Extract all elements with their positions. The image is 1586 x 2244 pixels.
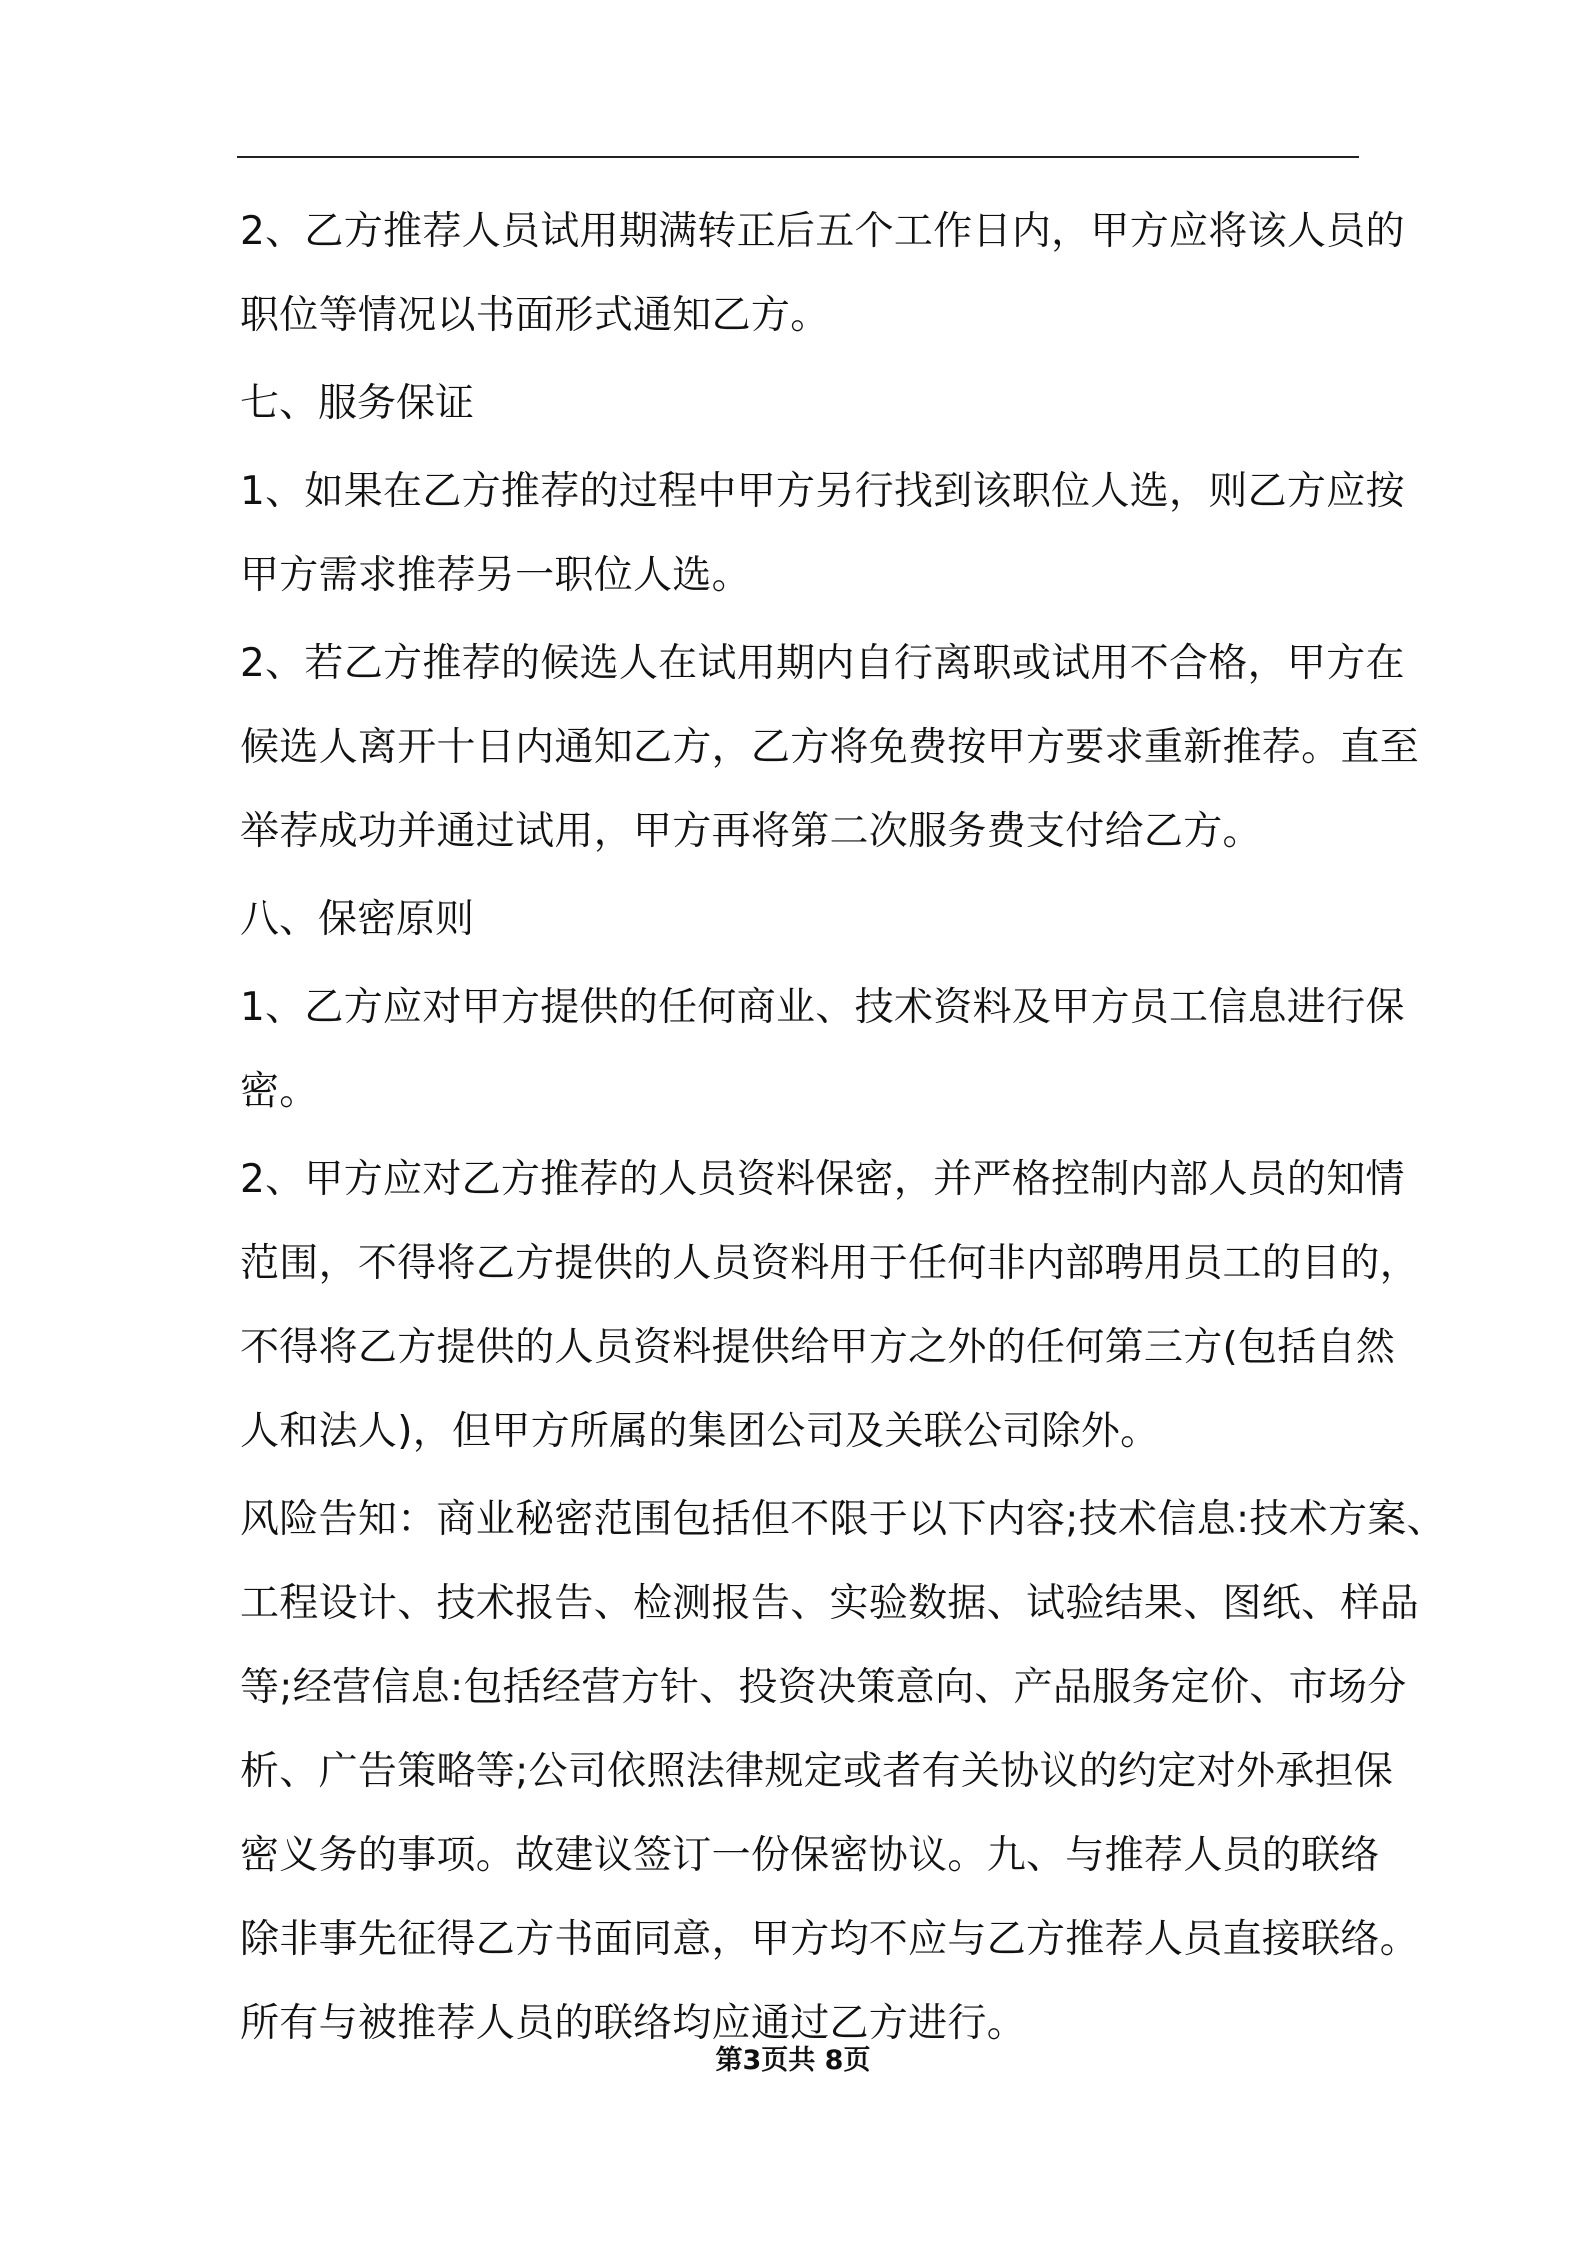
section-heading: 八、保密原则 (240, 897, 475, 942)
page-number: 第3页共 8页 (715, 2045, 871, 2076)
text-line: 工程设计、技术报告、检测报告、实验数据、试验结果、图纸、样品 (240, 1581, 1420, 1626)
text-line: 候选人离开十日内通知乙方，乙方将免费按甲方要求重新推荐。直至 (240, 725, 1420, 770)
text-line: 1、乙方应对甲方提供的任何商业、技术资料及甲方员工信息进行保 (240, 985, 1405, 1030)
text-line: 除非事先征得乙方书面同意，甲方均不应与乙方推荐人员直接联络。 (240, 1917, 1420, 1962)
paragraph (240, 450, 1405, 618)
text-line: 所有与被推荐人员的联络均应通过乙方进行。 (240, 2001, 1027, 2046)
text-line: 范围，不得将乙方提供的人员资料用于任何非内部聘用员工的目的， (240, 1241, 1420, 1286)
header-rule (237, 156, 1359, 158)
paragraph (240, 622, 1420, 874)
paragraph (240, 1478, 1446, 2066)
text-line: 析、广告策略等;公司依照法律规定或者有关协议的约定对外承担保 (240, 1749, 1394, 1794)
text-line: 风险告知：商业秘密范围包括但不限于以下内容;技术信息:技术方案、 (240, 1497, 1446, 1542)
text-line: 等;经营信息:包括经营方针、投资决策意向、产品服务定价、市场分 (240, 1665, 1407, 1710)
text-line: 举荐成功并通过试用，甲方再将第二次服务费支付给乙方。 (240, 809, 1262, 854)
text-line: 密。 (240, 1069, 319, 1114)
paragraph (240, 190, 1405, 358)
text-line: 不得将乙方提供的人员资料提供给甲方之外的任何第三方(包括自然 (240, 1325, 1396, 1370)
paragraph (240, 1138, 1420, 1474)
paragraph (240, 966, 1405, 1134)
text-line: 1、如果在乙方推荐的过程中甲方另行找到该职位人选，则乙方应按 (240, 469, 1405, 514)
text-line: 人和法人)，但甲方所属的集团公司及关联公司除外。 (240, 1409, 1160, 1454)
text-line: 2、乙方推荐人员试用期满转正后五个工作日内，甲方应将该人员的 (240, 209, 1405, 254)
text-line: 职位等情况以书面形式通知乙方。 (240, 293, 830, 338)
text-line: 2、甲方应对乙方推荐的人员资料保密，并严格控制内部人员的知情 (240, 1157, 1405, 1202)
section-heading: 七、服务保证 (240, 381, 475, 426)
text-line: 2、若乙方推荐的候选人在试用期内自行离职或试用不合格，甲方在 (240, 641, 1405, 686)
text-line: 密义务的事项。故建议签订一份保密协议。九、与推荐人员的联络 (240, 1833, 1380, 1878)
text-line: 甲方需求推荐另一职位人选。 (240, 553, 751, 598)
document-body (240, 190, 1446, 2070)
